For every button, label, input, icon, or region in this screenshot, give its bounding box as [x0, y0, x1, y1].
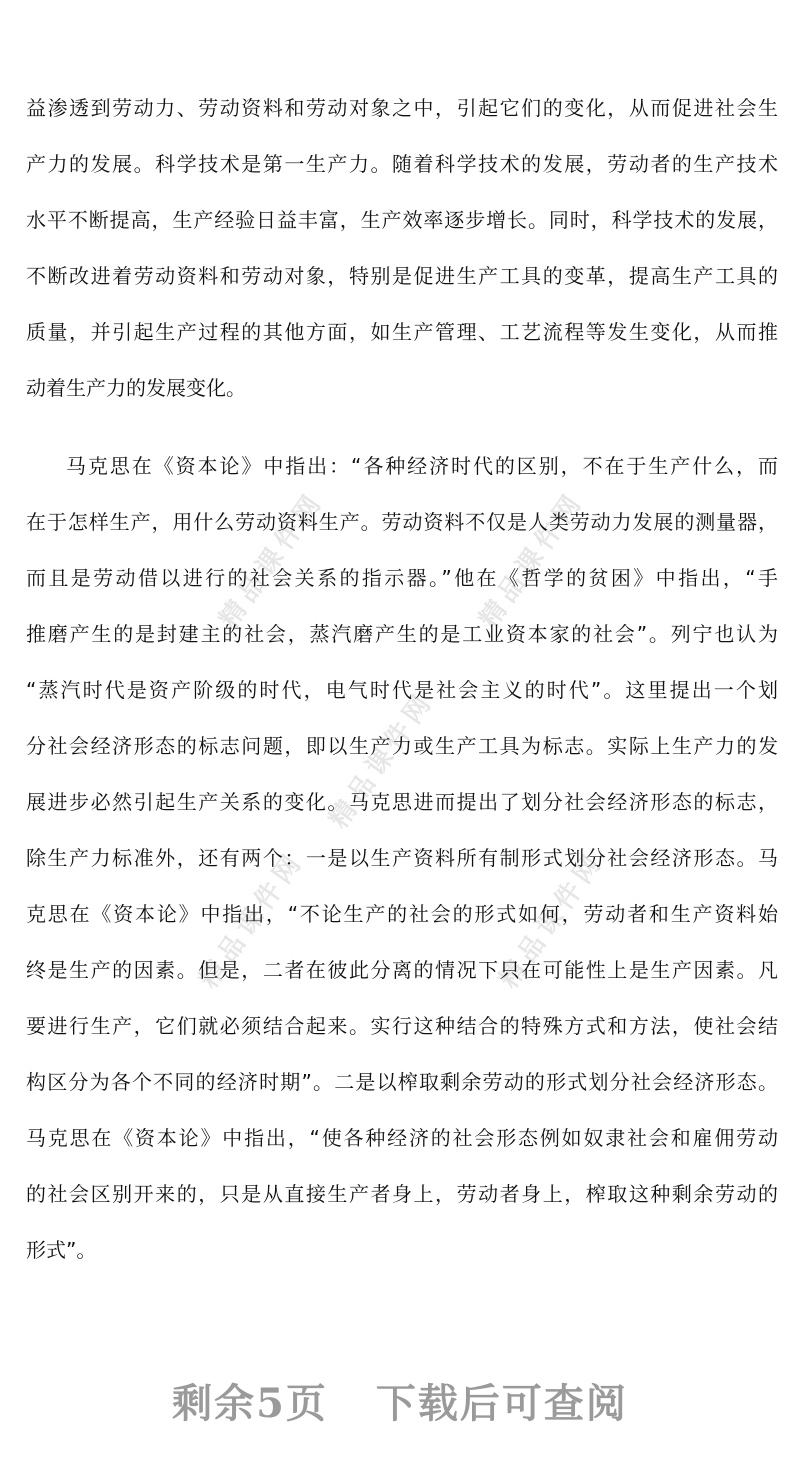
- text-line: 除生产力标准外，还有两个：一是以生产资料所有制形式划分社会经济形态。马: [26, 846, 778, 870]
- text-line: 在于怎样生产，用什么劳动资料生产。劳动资料不仅是人类劳动力发展的测量器，: [26, 510, 778, 534]
- watermark: 精品课件网: [213, 485, 331, 635]
- text-line: 的社会区别开来的，只是从直接生产者身上，劳动者身上，榨取这种剩余劳动的: [26, 1182, 778, 1206]
- text-line: 形式”。: [26, 1238, 97, 1262]
- text-line: “蒸汽时代是资产阶级的时代，电气时代是社会主义的时代”。这里提出一个划: [26, 678, 778, 702]
- text-line: 终是生产的因素。但是，二者在彼此分离的情况下只在可能性上是生产因素。凡: [26, 958, 778, 982]
- text-line: 要进行生产，它们就必须结合起来。实行这种结合的特殊方式和方法，使社会结: [26, 1014, 778, 1038]
- text-line: 构区分为各个不同的经济时期”。二是以榨取剩余劳动的形式划分社会经济形态。: [26, 1070, 778, 1094]
- text-line: 展进步必然引起生产关系的变化。马克思进而提出了划分社会经济形态的标志，: [26, 790, 778, 814]
- text-line: 水平不断提高，生产经验日益丰富，生产效率逐步增长。同时，科学技术的发展，: [26, 208, 778, 232]
- text-line: 马克思在《资本论》中指出：“各种经济时代的区别，不在于生产什么，而: [66, 454, 778, 478]
- text-line: 不断改进着劳动资料和劳动对象，特别是促进生产工具的变革，提高生产工具的: [26, 264, 778, 288]
- text-line: 马克思在《资本论》中指出，“使各种经济的社会形态例如奴隶社会和雇佣劳动: [26, 1126, 778, 1150]
- text-line: 分社会经济形态的标志问题，即以生产力或生产工具为标志。实际上生产力的发: [26, 734, 778, 758]
- watermark: 精品课件网: [323, 685, 441, 835]
- text-line: 推磨产生的是封建主的社会，蒸汽磨产生的是工业资本家的社会”。列宁也认为: [26, 622, 778, 646]
- text-line: 产力的发展。科学技术是第一生产力。随着科学技术的发展，劳动者的生产技术: [26, 152, 778, 176]
- text-line: 动着生产力的发展变化。: [26, 376, 246, 400]
- watermark: 精品课件网: [493, 845, 611, 995]
- remaining-pages-label: 剩余5页: [172, 1380, 328, 1427]
- text-line: 而且是劳动借以进行的社会关系的指示器。”他在《哲学的贫困》中指出，“手: [26, 566, 778, 590]
- download-to-view-label: 下载后可查阅: [375, 1380, 628, 1427]
- download-prompt[interactable]: [0, 1372, 800, 1429]
- paragraph-2: [26, 438, 778, 1278]
- text-line: 质量，并引起生产过程的其他方面，如生产管理、工艺流程等发生变化，从而推: [26, 320, 778, 344]
- text-line: 益渗透到劳动力、劳动资料和劳动对象之中，引起它们的变化，从而促进社会生: [26, 96, 778, 120]
- text-line: 克思在《资本论》中指出，“不论生产的社会的形式如何，劳动者和生产资料始: [26, 902, 778, 926]
- watermark: 精品课件网: [193, 845, 311, 995]
- watermark: 精品课件网: [473, 485, 591, 635]
- paragraph-1: [26, 80, 778, 416]
